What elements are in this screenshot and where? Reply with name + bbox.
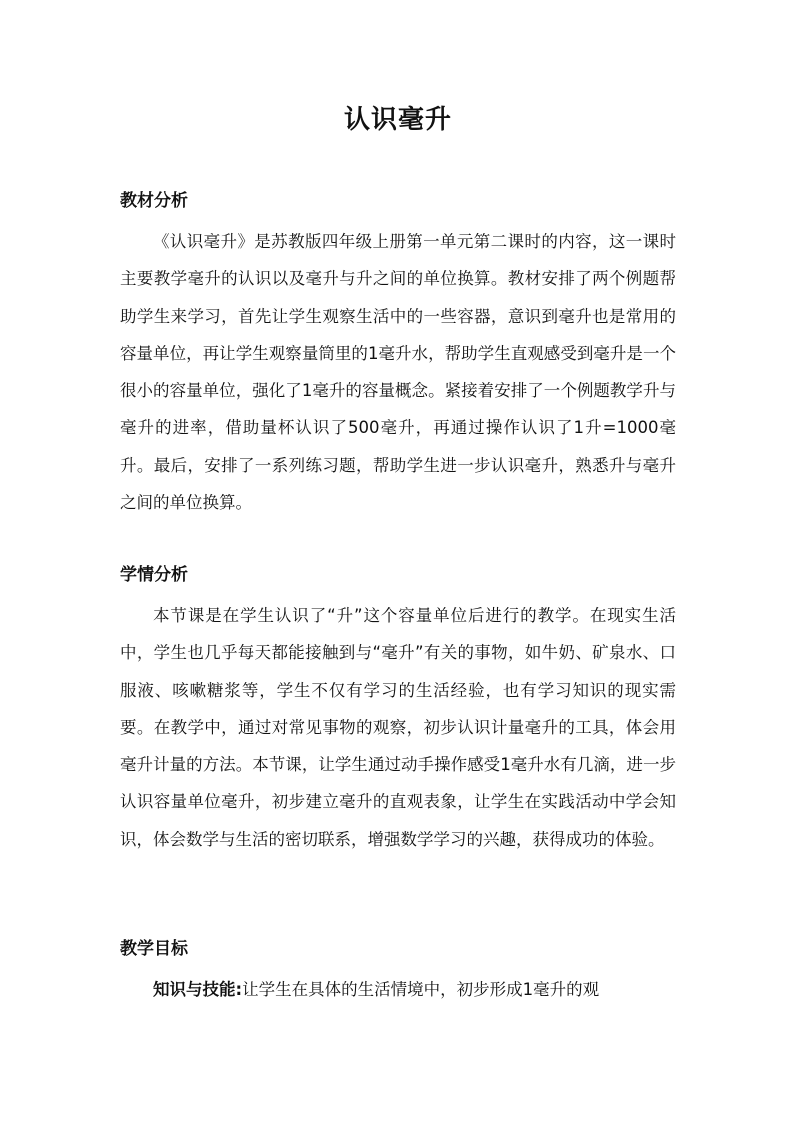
section-paragraph-learner-analysis: 本节课是在学生认识了“升”这个容量单位后进行的教学。在现实生活中，学生也几乎每天都能接触到与“毫升”有关的事物，如牛奶、矿泉水、口服液、咳嗽糖浆等，学生不仅有学习的生活经验，也有学习知识的现实需要。在教学中，通过对常见事物的观察，初步认识计量毫升的工具，体会用毫升计量的方法。本节课，让学生通过动手操作感受1毫升水有几滴，进一步认识容量单位毫升，初步建立毫升的直观表象，让学生在实践活动中学会知识，体会数学与生活的密切联系，增强数学学习的兴趣，获得成功的体验。: [120, 606, 676, 849]
section-heading-textbook-analysis: 教材分析: [120, 191, 188, 211]
document-title: 认识毫升: [343, 105, 452, 135]
objective-text: 让学生在具体的生活情境中，初步形成1毫升的观: [242, 980, 600, 999]
section-heading-learner-analysis: 学情分析: [120, 565, 188, 585]
section-heading-teaching-objectives: 教学目标: [120, 939, 188, 959]
objective-lead-label: 知识与技能:: [153, 980, 243, 999]
section-paragraph-textbook-analysis: 《认识毫升》是苏教版四年级上册第一单元第二课时的内容，这一课时主要教学毫升的认识以及毫升与升之间的单位换算。教材安排了两个例题帮助学生来学习，首先让学生观察生活中的一些容器，意识到毫升也是常用的容量单位，再让学生观察量筒里的1毫升水，帮助学生直观感受到毫升是一个很小的容量单位，强化了1毫升的容量概念。紧接着安排了一个例题教学升与毫升的进率，借助量杯认识了500毫升，再通过操作认识了1升=1000毫升。最后，安排了一系列练习题，帮助学生进一步认识毫升，熟悉升与毫升之间的单位换算。: [120, 232, 676, 513]
section-paragraph-teaching-objectives: [120, 971, 676, 1008]
